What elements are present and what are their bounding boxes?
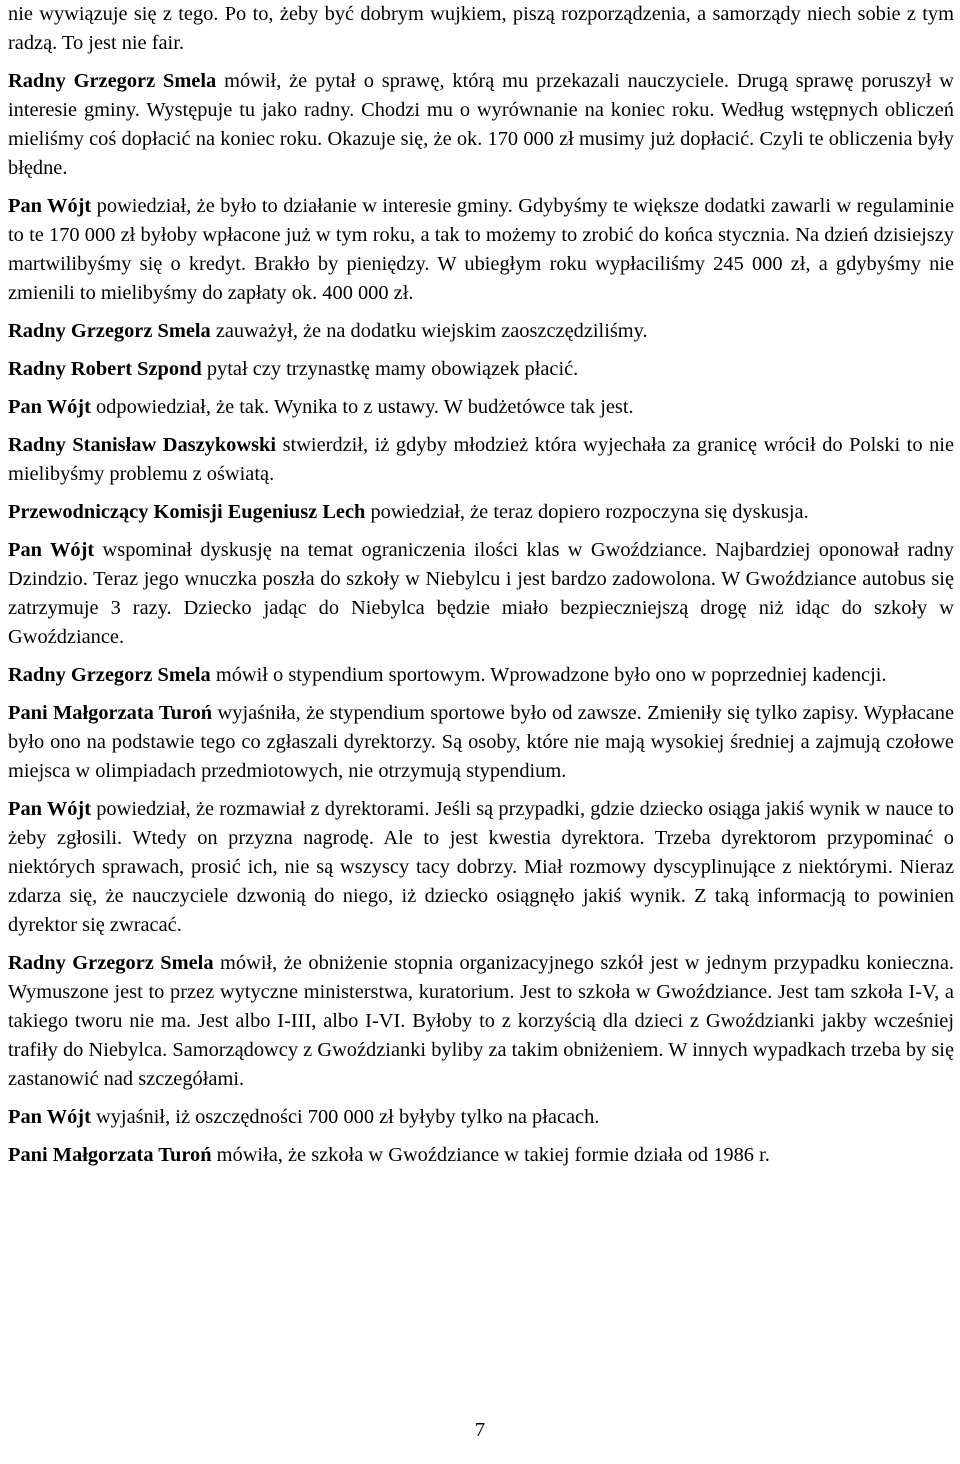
paragraph-text: powiedział, że rozmawiał z dyrektorami. Jeśli są przypadki, gdzie dziecko osiąga jakiś wynik w nauce to żeby zgłosili. Wtedy on przyzna nagrodę. Ale to jest kwestia dyrektora. Trzeba dyrektorom przypominać o niektórych sprawach, prosić ich, nie są wszyscy tacy dobrzy. Miał rozmowy dyscyplinujące z niektórymi. Nieraz zdarza się, że nauczyciele dzwonią do niego, iż dziecko osiągnęło jakiś wynik. Z taką informacją to powinien dyrektor się zwracać.: [8, 798, 954, 936]
document-page: [8, 0, 954, 1179]
paragraph: [8, 393, 954, 422]
paragraph: [8, 1141, 954, 1170]
speaker-name: Radny Stanisław Daszykowski: [8, 434, 277, 456]
speaker-name: Radny Robert Szpond: [8, 358, 202, 380]
paragraph: [8, 431, 954, 489]
page-number: 7: [474, 1419, 486, 1441]
paragraph-text: zauważył, że na dodatku wiejskim zaoszczędziliśmy.: [210, 320, 648, 342]
speaker-name: Radny Grzegorz Smela: [8, 664, 211, 686]
speaker-name: Radny Grzegorz Smela: [8, 70, 217, 92]
speaker-name: Radny Grzegorz Smela: [8, 952, 214, 974]
speaker-name: Przewodniczący Komisji Eugeniusz Lech: [8, 501, 366, 523]
paragraph: [8, 0, 954, 58]
paragraph: [8, 536, 954, 652]
paragraph: [8, 355, 954, 384]
paragraph-text: pytał czy trzynastkę mamy obowiązek płacić.: [201, 358, 579, 380]
paragraph: [8, 498, 954, 527]
paragraph-text: wyjaśnił, iż oszczędności 700 000 zł byłyby tylko na płacach.: [90, 1106, 600, 1128]
paragraph-text: odpowiedział, że tak. Wynika to z ustawy. W budżetówce tak jest.: [90, 396, 634, 418]
paragraph: [8, 317, 954, 346]
paragraph-text: powiedział, że było to działanie w interesie gminy. Gdybyśmy te większe dodatki zawarli w regulaminie to te 170 000 zł byłoby wpłacone już w tym roku, a tak to możemy to zrobić do końca stycznia. Na dzień dzisiejszy martwilibyśmy się o kredyt. Brakło by pieniędzy. W ubiegłym roku wypłaciliśmy 245 000 zł, a gdybyśmy nie zmienili to mielibyśmy do zapłaty ok. 400 000 zł.: [8, 195, 954, 304]
paragraph-text: stwierdził, iż gdyby młodzież która wyjechała za granicę wrócił do Polski to nie mielibyśmy problemu z oświatą.: [8, 434, 955, 485]
speaker-name: Pan Wójt: [8, 195, 92, 217]
paragraph-text: mówił, że obniżenie stopnia organizacyjnego szkół jest w jednym przypadku konieczna. Wymuszone jest to przez wytyczne ministerstwa, kuratorium. Jest to szkoła w Gwoździance. Jest tam szkoła I-V, a takiego tworu nie ma. Jest albo I-III, albo I-VI. Byłoby to z korzyścią dla dzieci z Gwoździanki jakby wcześniej trafiły do Niebylca. Samorządowcy z Gwoździanki byliby za takim obniżeniem. W innych wypadkach trzeba by się zastanowić nad szczegółami.: [8, 952, 954, 1090]
paragraph-text: powiedział, że teraz dopiero rozpoczyna się dyskusja.: [365, 501, 809, 523]
paragraph: [8, 192, 954, 308]
speaker-name: Pan Wójt: [8, 539, 95, 561]
paragraph: [8, 699, 954, 786]
paragraph-text: mówiła, że szkoła w Gwoździance w takiej formie działa od 1986 r.: [211, 1144, 770, 1166]
paragraph-text: wyjaśniła, że stypendium sportowe było od zawsze. Zmieniły się tylko zapisy. Wypłacane było ono na podstawie tego co zgłaszali dyrektorzy. Są osoby, które nie mają wysokiej średniej a zajmują czołowe miejsca w olimpiadach przedmiotowych, nie otrzymują stypendium.: [8, 702, 954, 782]
speaker-name: Radny Grzegorz Smela: [8, 320, 211, 342]
speaker-name: Pan Wójt: [8, 396, 91, 418]
paragraph-text: wspominał dyskusję na temat ograniczenia ilości klas w Gwoździance. Najbardziej oponował radny Dzindzio. Teraz jego wnuczka poszła do szkoły w Niebylcu i jest bardzo zadowolona. W Gwoździance autobus się zatrzymuje 3 razy. Dziecko jadąc do Niebylca będzie miało bezpieczniejszą drogę niż idąc do szkoły w Gwoździance.: [8, 539, 954, 648]
speaker-name: Pani Małgorzata Turoń: [8, 1144, 212, 1166]
paragraph: [8, 1103, 954, 1132]
paragraph-text: nie wywiązuje się z tego. Po to, żeby być dobrym wujkiem, piszą rozporządzenia, a samorządy niech sobie z tym radzą. To jest nie fair.: [8, 3, 954, 54]
paragraph: [8, 949, 954, 1094]
paragraph-text: mówił, że pytał o sprawę, którą mu przekazali nauczyciele. Drugą sprawę poruszył w interesie gminy. Występuje tu jako radny. Chodzi mu o wyrównanie na koniec roku. Według wstępnych obliczeń mieliśmy coś dopłacić na koniec roku. Okazuje się, że ok. 170 000 zł musimy już dopłacić. Czyli te obliczenia były błędne.: [8, 70, 955, 179]
paragraph: [8, 67, 954, 183]
paragraph-text: mówił o stypendium sportowym. Wprowadzone było ono w poprzedniej kadencji.: [210, 664, 887, 686]
speaker-name: Pani Małgorzata Turoń: [8, 702, 213, 724]
speaker-name: Pan Wójt: [8, 798, 91, 820]
paragraph: [8, 661, 954, 690]
speaker-name: Pan Wójt: [8, 1106, 91, 1128]
paragraph: [8, 795, 954, 940]
